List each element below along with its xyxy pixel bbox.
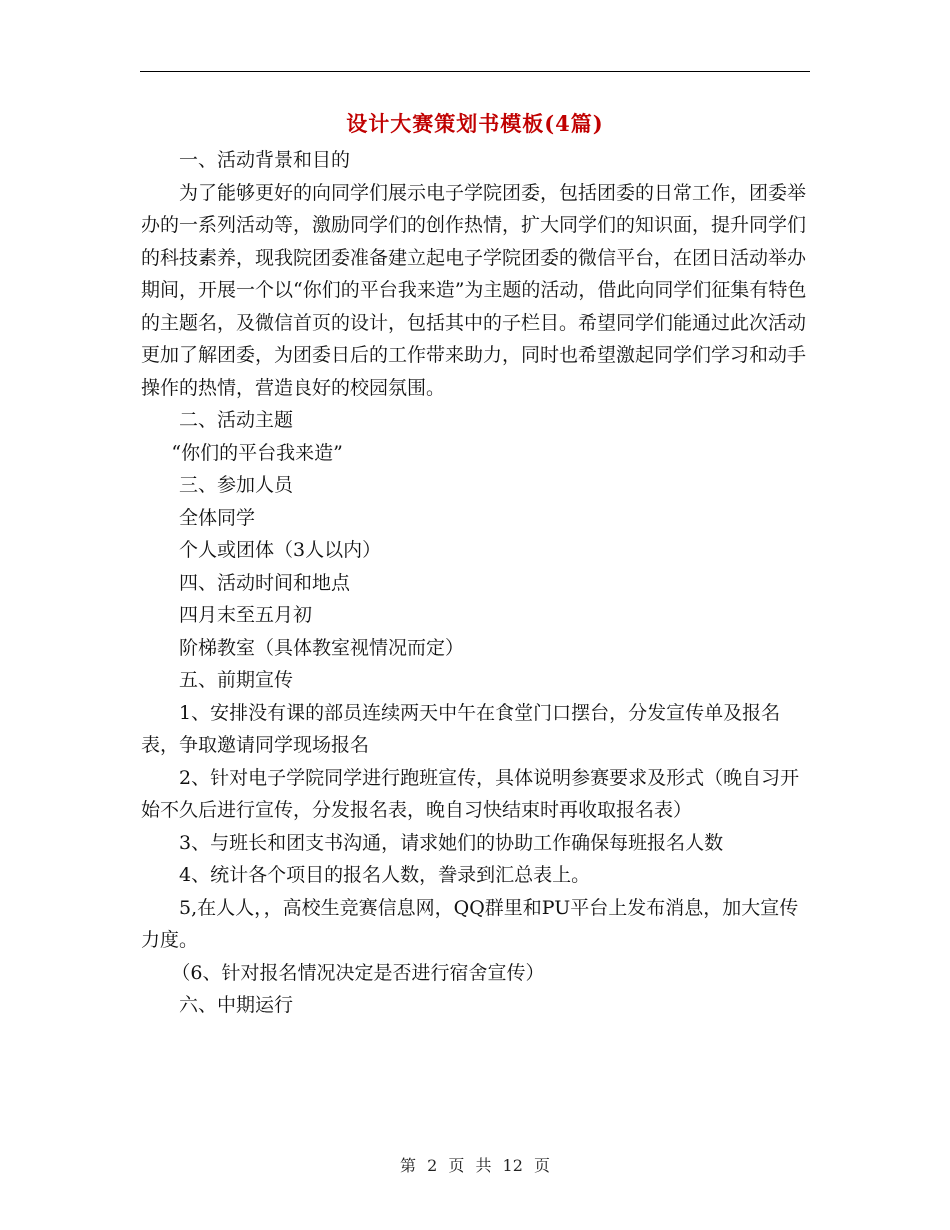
paragraph: 六、中期运行 — [179, 994, 294, 1016]
paragraph: 5,在人人，，高校生竞赛信息网，QQ群里和PU平台上发布消息，加大宣传力度。 — [141, 896, 799, 951]
paragraph: 四、活动时间和地点 — [179, 571, 351, 594]
document-body — [141, 144, 809, 1022]
paragraph: 四月末至五月初 — [179, 604, 313, 626]
paragraph: （6、针对报名情况决定是否进行宿舍宣传） — [171, 961, 545, 984]
paragraph: 五、前期宣传 — [179, 669, 294, 691]
paragraph: 二、活动主题 — [179, 409, 294, 431]
paragraph: “你们的平台我来造” — [171, 441, 343, 464]
paragraph: 个人或团体（3人以内） — [179, 539, 382, 561]
paragraph: 4、统计各个项目的报名人数，誊录到汇总表上。 — [179, 864, 591, 886]
header-rule — [140, 71, 810, 72]
paragraph: 全体同学 — [179, 506, 256, 529]
page-footer: 第 2 页 共 12 页 — [400, 1156, 550, 1175]
paragraph: 一、活动背景和目的 — [179, 149, 351, 171]
paragraph: 1、安排没有课的部员连续两天中午在食堂门口摆台，分发宣传单及报名表，争取邀请同学现场报名 — [141, 701, 781, 756]
paragraph: 三、参加人员 — [179, 474, 294, 496]
paragraph: 为了能够更好的向同学们展示电子学院团委，包括团委的日常工作，团委举办的一系列活动等，激励同学们的创作热情，扩大同学们的知识面，提升同学们的科技素养，现我院团委准备建立起电子学院团委的微信平台，在团日活动举办期间，开展一个以“你们的平台我来造”为主题的活动，借此向同学们征集有特色的主题名，及微信首页的设计，包括其中的子栏目。希望同学们能通过此次活动更加了解团委，为团委日后的工作带来助力，同时也希望激起同学们学习和动手操作的热情，营造良好的校园氛围。 — [141, 181, 807, 399]
paragraph: 2、针对电子学院同学进行跑班宣传，具体说明参赛要求及形式（晚自习开始不久后进行宣传，分发报名表，晚自习快结束时再收取报名表） — [141, 766, 800, 821]
document-title: 设计大赛策划书模板(4篇) — [346, 111, 604, 136]
paragraph: 3、与班长和团支书沟通，请求她们的协助工作确保每班报名人数 — [179, 831, 724, 854]
paragraph: 阶梯教室（具体教室视情况而定） — [179, 636, 465, 659]
